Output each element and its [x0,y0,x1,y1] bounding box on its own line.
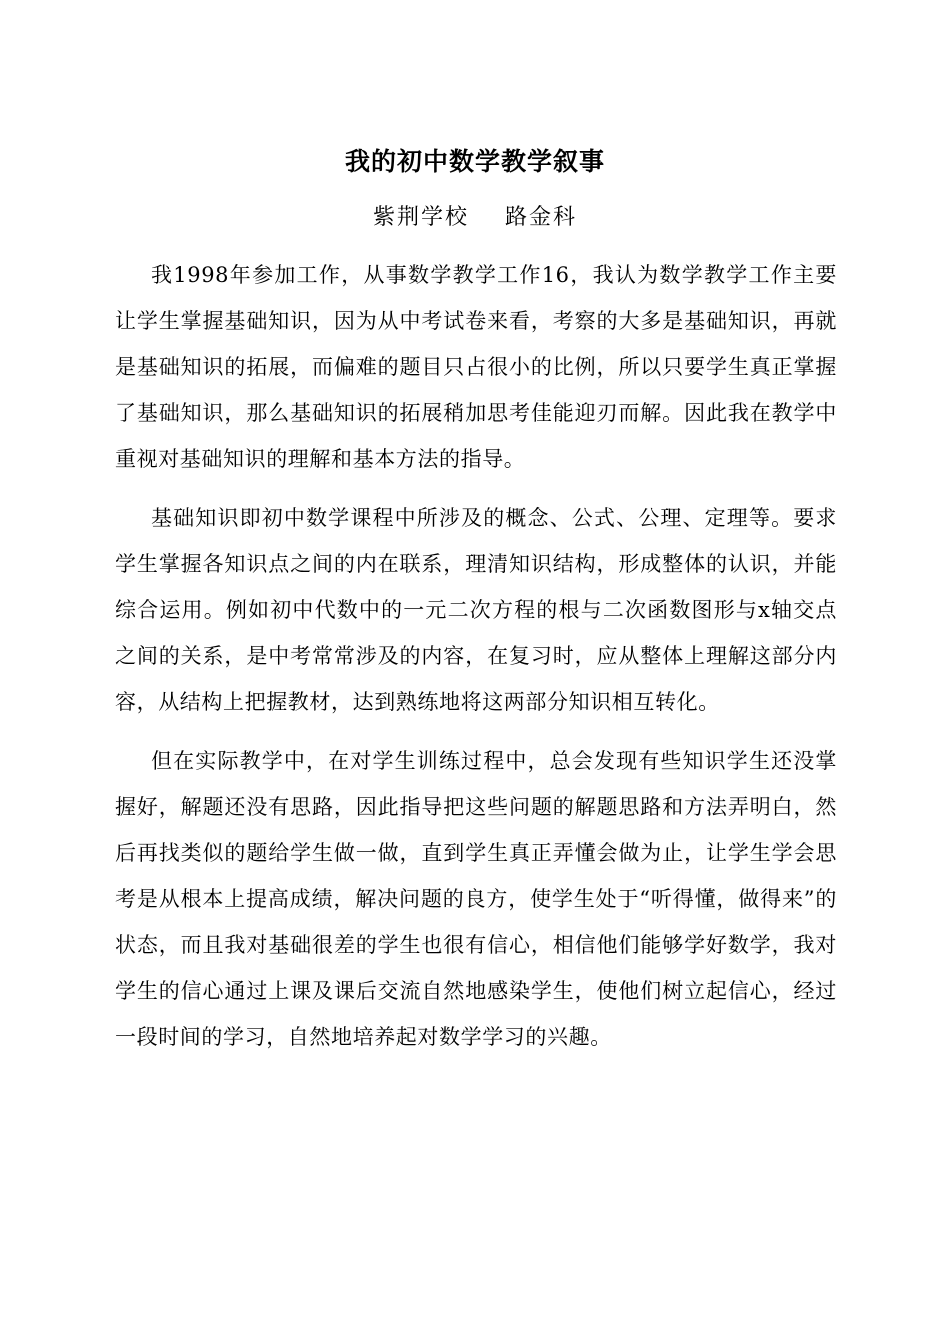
paragraph-2: 基础知识即初中数学课程中所涉及的概念、公式、公理、定理等。要求学生掌握各知识点之间的内在联系，理清知识结构，形成整体的认识，并能综合运用。例如初中代数中的一元二次方程的根与二次函数图形与x轴交点之间的关系，是中考常常涉及的内容，在复习时，应从整体上理解这部分内容，从结构上把握教材，达到熟练地将这两部分知识相互转化。 [115,506,837,714]
paragraph-3: 但在实际教学中，在对学生训练过程中，总会发现有些知识学生还没掌握好，解题还没有思路，因此指导把这些问题的解题思路和方法弄明白，然后再找类似的题给学生做一做，直到学生真正弄懂会做为止，让学生学会思考是从根本上提高成绩，解决问题的良方，使学生处于“听得懂，做得来”的状态，而且我对基础很差的学生也很有信心，相信他们能够学好数学，我对学生的信心通过上课及课后交流自然地感染学生，使他们树立起信心，经过一段时间的学习，自然地培养起对数学学习的兴趣。 [115,749,837,1049]
paragraph-gap [115,725,837,738]
document-byline: 紫荆学校 路金科 [373,205,577,230]
document-title: 我的初中数学教学叙事 [344,147,605,176]
paragraph-1: 我1998年参加工作，从事数学教学工作16，我认为数学教学工作主要让学生掌握基础知识，因为从中考试卷来看，考察的大多是基础知识，再就是基础知识的拓展，而偏难的题目只占很小的比例，所以只要学生真正掌握了基础知识，那么基础知识的拓展稍加思考佳能迎刃而解。因此我在教学中重视对基础知识的理解和基本方法的指导。 [115,263,837,471]
document-body [115,252,837,1060]
paragraph-gap [115,482,837,495]
